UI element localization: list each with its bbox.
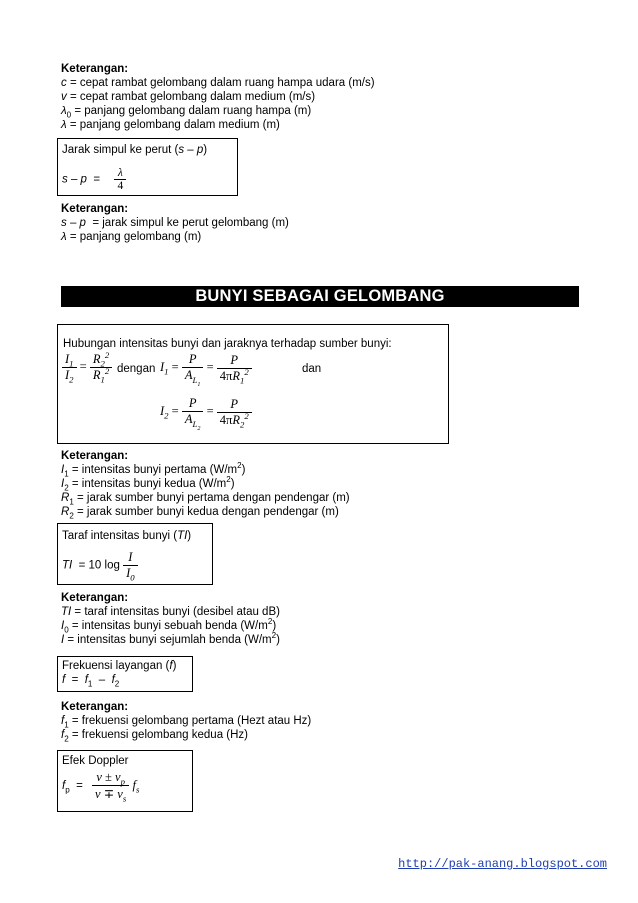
layangan-title: Frekuensi layangan (f)	[62, 660, 177, 672]
legend-line-lambda: λ = panjang gelombang dalam medium (m)	[61, 119, 280, 131]
legend-line-f2: $f_2$ = frekuensi gelombang kedua (Hz)	[61, 729, 248, 744]
legend-line-r2: $R_2$ = jarak sumber bunyi kedua dengan pendengar (m)	[61, 506, 339, 521]
word-dan: dan	[302, 363, 322, 375]
formula-box-taraf	[57, 523, 213, 585]
formula-box-layangan	[57, 656, 193, 692]
legend-line-i2: $I_2$ = intensitas bunyi kedua $(W/m^2)$	[61, 475, 235, 493]
jarak-formula: s – p = $\frac{\lambda}{4}$	[62, 167, 126, 192]
word-dengan: dengan	[117, 363, 156, 375]
legend-line-r1: $R_1$ = jarak sumber bunyi pertama dengan pendengar (m)	[61, 492, 350, 507]
legend-line-v: v = cepat rambat gelombang dalam medium (m/s)	[61, 91, 316, 103]
taraf-formula: TI = 10 log $\frac{I}{I_0}$	[62, 550, 138, 581]
legend-line-f1: $f_1$ = frekuensi gelombang pertama (Hezt atau Hz)	[61, 715, 312, 730]
taraf-title: Taraf intensitas bunyi (TI)	[62, 530, 192, 542]
legend-line-lambda-2: λ = panjang gelombang (m)	[61, 231, 202, 243]
legend-line-i0: $I_0$ = intensitas bunyi sebuah benda $(W/m^2)$	[61, 617, 277, 635]
intensitas-title: Hubungan intensitas bunyi dan jaraknya terhadap sumber bunyi:	[63, 338, 392, 350]
legend-line-lambda0: $\lambda_0$ = panjang gelombang dalam ruang hampa (m)	[61, 105, 312, 120]
keterangan-heading-5: Keterangan:	[61, 701, 129, 713]
section-banner: BUNYI SEBAGAI GELOMBANG	[61, 286, 579, 307]
doppler-title: Efek Doppler	[62, 755, 129, 767]
formula-box-jarak	[57, 138, 238, 196]
keterangan-heading-3: Keterangan:	[61, 450, 129, 462]
legend-line-c: c = cepat rambat gelombang dalam ruang hampa udara (m/s)	[61, 77, 375, 89]
footer-link[interactable]: http://pak-anang.blogspot.com	[398, 857, 607, 871]
legend-line-i: I = intensitas bunyi sejumlah benda $(W/m^2)$	[61, 631, 280, 646]
legend-line-i1: $I_1$ = intensitas bunyi pertama $(W/m^2)$	[61, 461, 246, 479]
doppler-formula: $f_p$ = $\frac{v \pm v_p}{v \mp v_s}$ $f_s$	[62, 770, 140, 804]
legend-line-ti: TI = taraf intensitas bunyi (desibel atau dB)	[61, 606, 280, 618]
jarak-title: Jarak simpul ke perut (s – p)	[62, 144, 208, 156]
keterangan-heading-2: Keterangan:	[61, 203, 129, 215]
formula-box-doppler	[57, 750, 193, 812]
ratio-formula: $\frac{I_1}{I_2}$ = $\frac{R_2^2}{R_1^2}$	[62, 352, 112, 383]
keterangan-heading-1: Keterangan:	[61, 63, 129, 75]
i2-formula: $I_2$ = $\frac{P}{A_{L_2}}$ = $\frac{P}{4\pi R_2^2}$	[160, 396, 252, 428]
formula-box-intensitas	[57, 324, 449, 444]
keterangan-heading-4: Keterangan:	[61, 592, 129, 604]
legend-line-sp: s – p = jarak simpul ke perut gelombang (m)	[61, 217, 289, 229]
layangan-formula: $f = f_1 - f_2$	[62, 674, 120, 689]
i1-formula: $I_1$ = $\frac{P}{A_{L_1}}$ = $\frac{P}{4\pi R_1^2}$	[160, 352, 252, 384]
jarak-fraction: $\frac{\lambda}{4}$	[114, 167, 126, 192]
